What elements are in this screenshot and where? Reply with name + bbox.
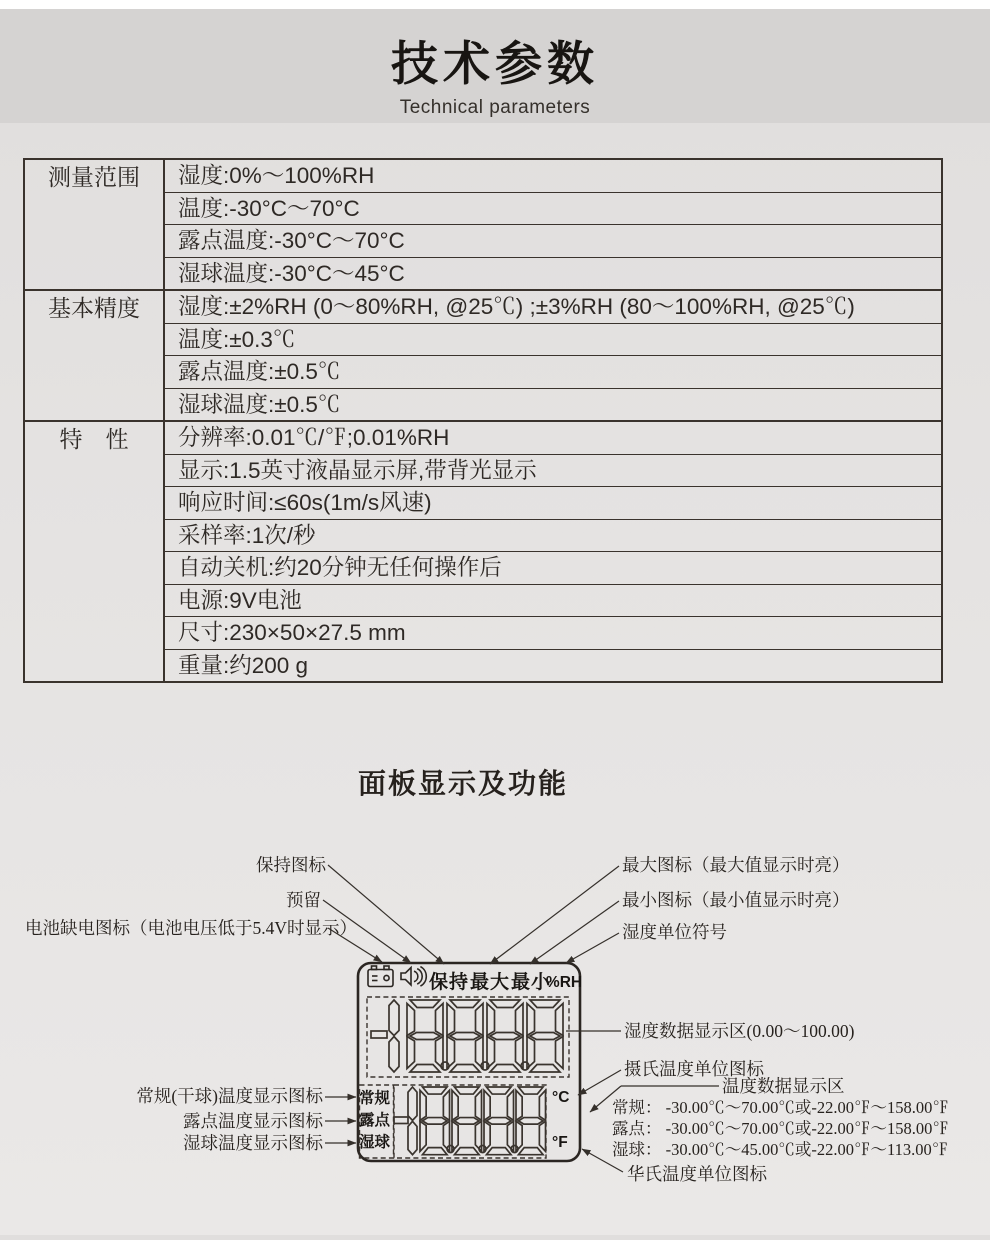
spec-row: 露点温度:±0.5℃	[165, 355, 941, 388]
spec-group-measure-range	[25, 160, 941, 289]
lcd-min-label: 最小	[510, 972, 552, 993]
header-banner	[0, 9, 990, 123]
spec-group-rows	[165, 160, 941, 289]
annotation-max-icon: 最大图标（最大值显示时亮）	[622, 855, 850, 875]
annotation-hold-icon: 保持图标	[256, 855, 326, 875]
spec-row: 湿球温度:±0.5℃	[165, 388, 941, 421]
annotation-temp-area: 温度数据显示区	[722, 1076, 845, 1096]
spec-row: 电源:9V电池	[165, 584, 941, 617]
spec-group-rows	[165, 422, 941, 681]
spec-row: 分辨率:0.01℃/℉;0.01%RH	[178, 425, 450, 450]
spec-row: 露点温度:-30°C～70°C	[165, 224, 941, 257]
annotation-battery-low: 电池缺电图标（电池电压低于5.4V时显示）	[25, 918, 358, 938]
spec-row: 采样率:1次/秒	[165, 519, 941, 552]
lcd-hold-label: 保持	[428, 972, 470, 993]
lcd-normal-label: 常规	[359, 1090, 391, 1107]
annotation-reserved: 预留	[286, 890, 321, 910]
lcd-wet-label: 湿球	[359, 1134, 391, 1151]
annotation-min-icon: 最小图标（最小值显示时亮）	[622, 890, 850, 910]
lcd-dew-label: 露点	[359, 1112, 391, 1129]
annotation-range-dew: 露点： -30.00℃～70.00℃或-22.00℉～158.00℉	[612, 1119, 949, 1138]
spec-group-rows	[165, 291, 941, 420]
annotation-dew-icon: 露点温度显示图标	[183, 1111, 323, 1131]
celsius-unit-icon: °C	[552, 1089, 570, 1106]
annotation-range-wet: 湿球： -30.00℃～45.00℃或-22.00℉～113.00℉	[612, 1140, 949, 1159]
spec-row: 显示:1.5英寸液晶显示屏,带背光显示	[165, 454, 941, 487]
spec-row: 响应时间:≤60s(1m/s风速)	[165, 486, 941, 519]
fahrenheit-unit-icon: °F	[552, 1134, 568, 1151]
lcd-max-label: 最大	[469, 972, 511, 993]
spec-row: 湿度:0%～100%RH	[178, 163, 375, 188]
annotation-normal-icon: 常规(干球)温度显示图标	[136, 1086, 323, 1106]
lcd-panel-svg	[0, 830, 990, 1235]
spec-group-accuracy	[25, 289, 941, 420]
spec-group-label: 基本精度	[25, 291, 165, 420]
annotation-celsius-icon: 摄氏温度单位图标	[624, 1059, 764, 1079]
spec-group-features	[25, 420, 941, 681]
spec-group-label: 特 性	[25, 422, 165, 681]
top-white-strip	[0, 0, 990, 9]
spec-row: 湿球温度:-30°C～45°C	[165, 257, 941, 290]
spec-row: 自动关机:约20分钟无任何操作后	[165, 551, 941, 584]
lcd-rh-unit: %RH	[545, 974, 583, 991]
annotation-wet-icon: 湿球温度显示图标	[183, 1133, 323, 1153]
spec-row: 湿度:±2%RH (0～80%RH, @25℃) ;±3%RH (80～100%RH, @25℃)	[178, 294, 855, 319]
spec-row: 温度:±0.3℃	[165, 323, 941, 356]
annotation-humidity-area: 湿度数据显示区(0.00～100.00)	[624, 1021, 855, 1041]
spec-row: 重量:约200 g	[165, 649, 941, 682]
spec-table	[23, 158, 943, 683]
page-subtitle: Technical parameters	[399, 97, 591, 118]
annotation-range-normal: 常规： -30.00℃～70.00℃或-22.00℉～158.00℉	[612, 1098, 949, 1117]
annotation-humidity-unit: 湿度单位符号	[622, 922, 727, 942]
spec-group-label: 测量范围	[25, 160, 165, 289]
annotation-fahrenheit-icon: 华氏温度单位图标	[627, 1164, 767, 1184]
panel-section-title: 面板显示及功能	[357, 768, 568, 799]
panel-diagram	[0, 830, 990, 1235]
spec-row: 尺寸:230×50×27.5 mm	[165, 616, 941, 649]
page-title: 技术参数	[391, 37, 599, 90]
spec-row: 温度:-30°C～70°C	[165, 192, 941, 225]
